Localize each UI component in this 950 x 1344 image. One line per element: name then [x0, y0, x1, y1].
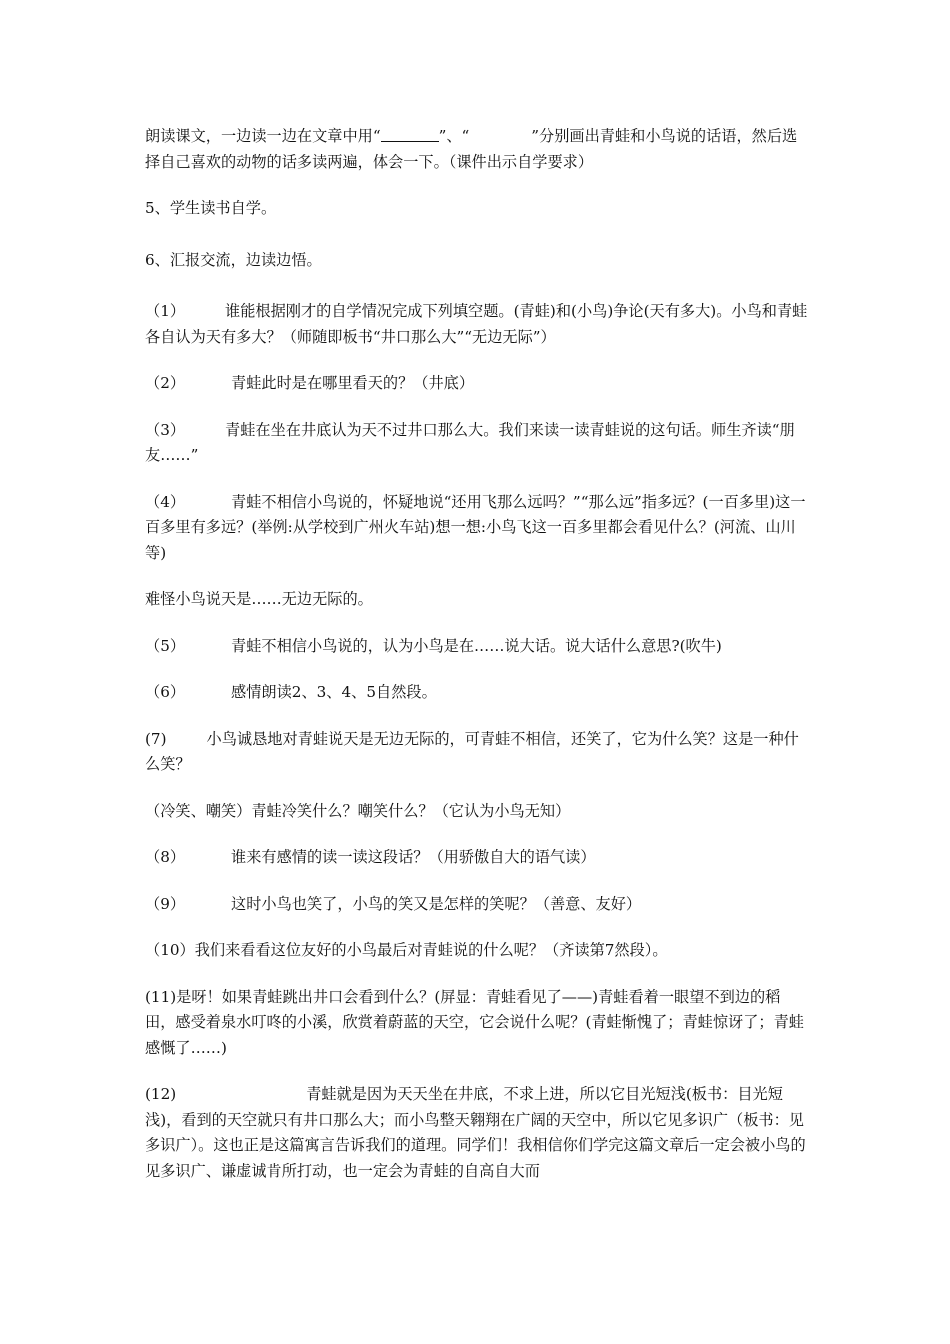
- question-number: (7): [145, 729, 167, 748]
- question-number: （3）: [145, 420, 186, 439]
- question-number: （5）: [145, 636, 186, 655]
- question-9: [145, 892, 810, 918]
- question-number: （4）: [145, 492, 186, 511]
- question-number: (12): [145, 1085, 177, 1103]
- question-text: 这时小鸟也笑了，小鸟的笑又是怎样的笑呢？（善意、友好）: [231, 894, 642, 913]
- question-text: 谁能根据刚才的自学情况完成下列填空题。(青蛙)和(小鸟)争论(天有多大)。小鸟和青蛙各自认为天有多大？（师随即板书“井口那么大”“无边无际”）: [145, 302, 808, 346]
- question-10: （10）我们来看看这位友好的小鸟最后对青蛙说的什么呢？（齐读第7然段）。: [145, 941, 668, 959]
- question-4: [145, 490, 810, 567]
- question-text: 青蛙不相信小鸟说的，认为小鸟是在……说大话。说大话什么意思?(吹牛): [231, 636, 722, 655]
- wavy-line-blank: [469, 127, 531, 141]
- question-number: （9）: [145, 894, 186, 913]
- question-text: 青蛙在坐在井底认为天不过井口那么大。我们来读一读青蛙说的这句话。师生齐读“朋友……”: [145, 420, 795, 464]
- document-page: [145, 124, 810, 1205]
- question-2: [145, 371, 810, 397]
- question-7: [145, 727, 810, 778]
- question-text: 谁来有感情的读一读这段话？（用骄傲自大的语气读）: [231, 848, 596, 866]
- question-text: 青蛙就是因为天天坐在井底，不求上进，所以它目光短浅(板书：目光短浅)，看到的天空就只有井口那么大；而小鸟整天翱翔在广阔的天空中，所以它见多识广（板书：见多识广）。这也正是这篇寓言告诉我们的道理。同学们！我相信你们学完这篇文章后一定会被小鸟的见多识广、谦虚诚肯所打动，也一定会为青蛙的自高自大而: [145, 1085, 806, 1180]
- question-11: (11)是呀！如果青蛙跳出井口会看到什么？(屏显：青蛙看见了——)青蛙看着一眼望不到边的稻田，感受着泉水叮咚的小溪，欣赏着蔚蓝的天空，它会说什么呢？(青蛙惭愧了；青蛙惊讶了；青蛙感慨了……): [145, 987, 804, 1057]
- question-text: 感情朗读2、3、4、5自然段。: [231, 683, 437, 701]
- question-12: [145, 1082, 810, 1184]
- text-segment: ”分别画出青蛙和小鸟说的话语，然后选择自己喜欢的动物的话多读两遍，体会一下。（课件出示自学要求）: [145, 127, 798, 171]
- question-text: 小鸟诚恳地对青蛙说天是无边无际的，可青蛙不相信，还笑了，它为什么笑？这是一种什么笑？: [145, 729, 799, 773]
- question-5: [145, 634, 810, 660]
- paragraph-follow-7: （冷笑、嘲笑）青蛙冷笑什么？嘲笑什么？（它认为小鸟无知）: [145, 801, 571, 820]
- paragraph-follow-4: 难怪小鸟说天是……无边无际的。: [145, 590, 373, 608]
- question-6: [145, 680, 810, 706]
- text-segment: ”、“: [438, 127, 470, 145]
- text-segment: 朗读课文，一边读一边在文章中用“: [145, 127, 381, 145]
- question-number: （6）: [145, 683, 186, 701]
- question-text: 青蛙此时是在哪里看天的？（井底）: [231, 374, 475, 392]
- paragraph-reading-instructions: [145, 124, 810, 175]
- paragraph-step-5: 5、学生读书自学。: [145, 199, 277, 217]
- question-1: [145, 299, 810, 350]
- paragraph-step-6: 6、汇报交流，边读边悟。: [145, 250, 322, 269]
- question-number: （1）: [145, 302, 186, 320]
- question-text: 青蛙不相信小鸟说的，怀疑地说“还用飞那么远吗？”“那么远”指多远？(一百多里)这一百多里有多远？(举例:从学校到广州火车站)想一想:小鸟飞这一百多里都会看见什么？(河流、山川等): [145, 492, 806, 562]
- question-number: （8）: [145, 848, 186, 866]
- question-8: [145, 845, 810, 871]
- underline-blank: [381, 127, 439, 142]
- question-number: （2）: [145, 374, 186, 392]
- question-3: [145, 418, 810, 469]
